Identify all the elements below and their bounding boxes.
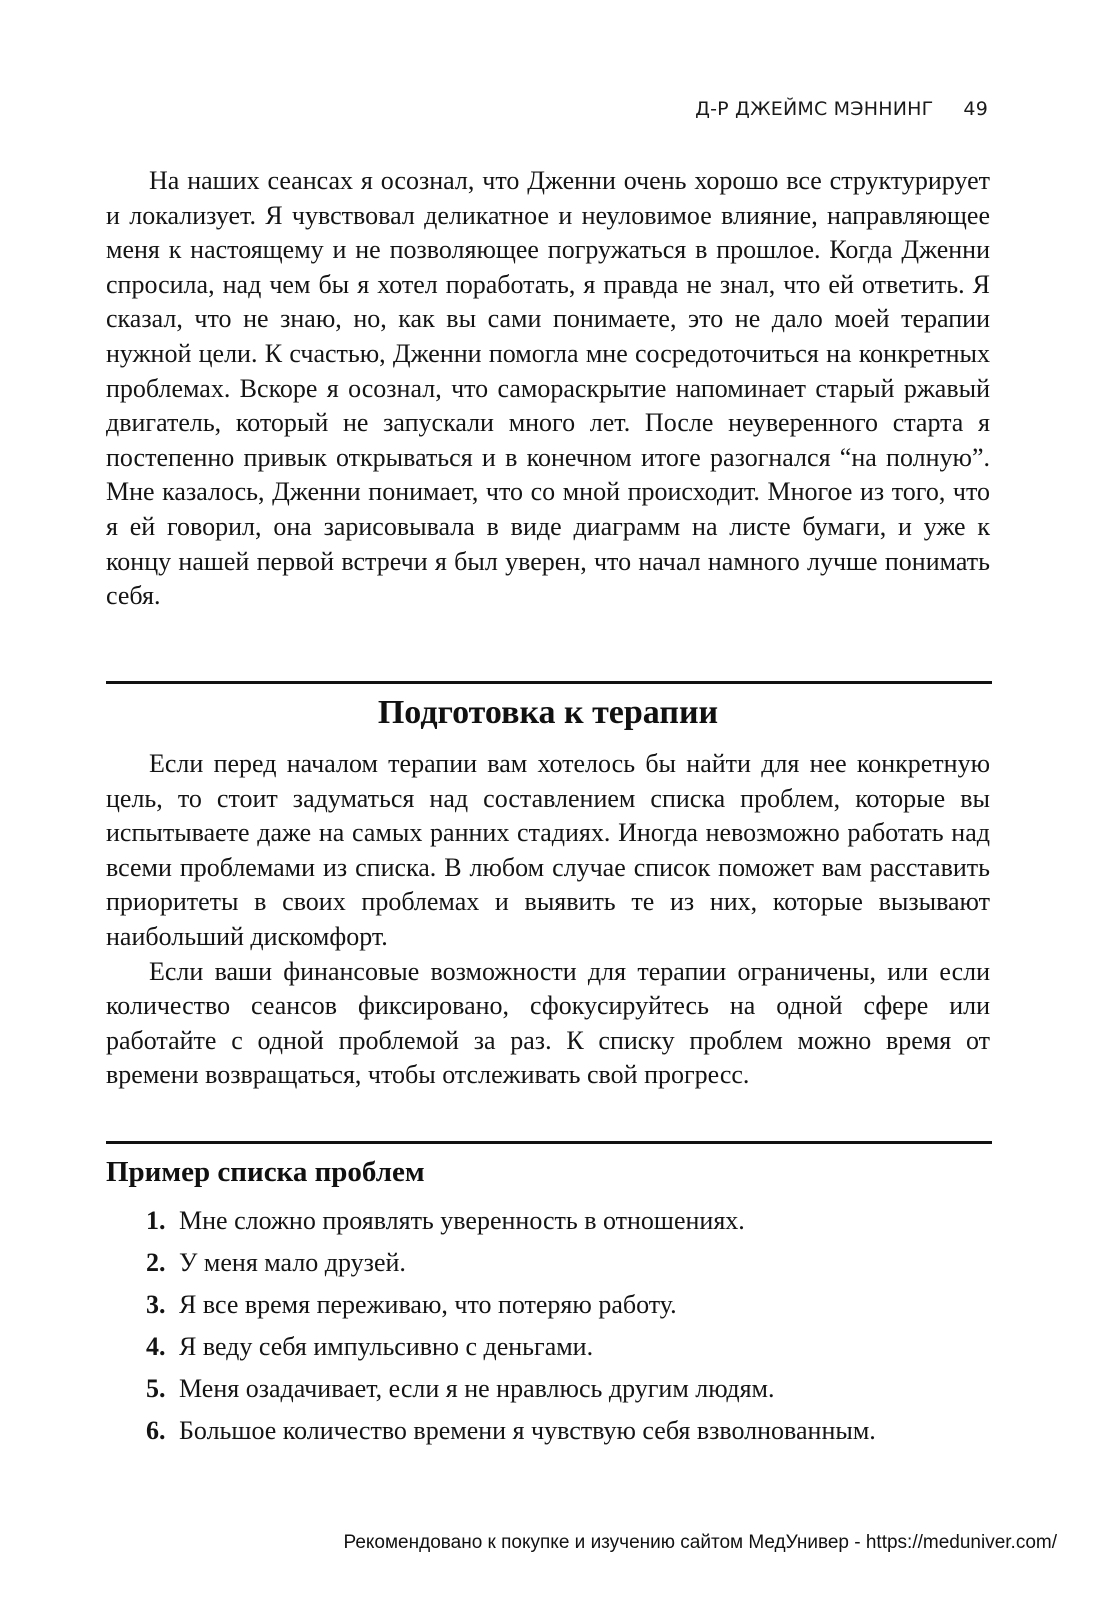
list-item <box>146 1242 876 1284</box>
section-paragraph-2: Если ваши финансовые возможности для терапии ограничены, или если количество сеансов фиксировано, сфокусируйтесь на одной сфере или работайте с одной проблемой за раз. К списку проблем можно время от времени возвращаться, чтобы отслеживать свой прогресс. <box>106 956 990 1090</box>
list-item-number: 1. <box>146 1206 166 1235</box>
example-list-heading: Пример списка проблем <box>106 1156 425 1188</box>
list-item-text: Меня озадачивает, если я не нравлюсь другим людям. <box>179 1374 775 1403</box>
list-item-number: 4. <box>146 1332 166 1361</box>
list-item-number: 6. <box>146 1416 166 1445</box>
list-item <box>146 1368 876 1410</box>
section-divider-bottom <box>106 1141 992 1144</box>
list-item-number: 2. <box>146 1248 166 1277</box>
list-item-text: Большое количество времени я чувствую себя взволнованным. <box>179 1416 876 1445</box>
intro-paragraph: На наших сеансах я осознал, что Дженни очень хорошо все структурирует и локализует. Я чувствовал деликатное и неуловимое влияние, направляющее меня к настоящему и не позволяющее погружаться в прошлое. Когда Дженни спросила, над чем бы я хотел поработать, я правда не знал, что ей ответить. Я сказал, что не знаю, но, как вы сами понимаете, это не дало моей терапии нужной цели. К счастью, Дженни помогла мне сосредоточиться на конкретных проблемах. Вскоре я осознал, что самораскрытие напоминает старый ржавый двигатель, который не запускали много лет. После неуверенного старта я постепенно привык открываться и в конечном итоге разогнался “на полную”. Мне казалось, Дженни понимает, что со мной происходит. Многое из того, что я ей говорил, она зарисовывала в виде диаграмм на листе бумаги, и уже к концу нашей первой встречи я был уверен, что начал намного лучше понимать себя. <box>106 166 990 611</box>
footer-recommendation: Рекомендовано к покупке и изучению сайтом МедУнивер - https://meduniver.com/ <box>343 1532 1057 1553</box>
list-item <box>146 1326 876 1368</box>
running-header <box>695 98 988 120</box>
problem-list <box>146 1200 876 1452</box>
section-heading: Подготовка к терапии <box>377 694 719 731</box>
list-item-text: У меня мало друзей. <box>179 1248 406 1277</box>
page-number: 49 <box>963 98 988 120</box>
list-item-text: Мне сложно проявлять уверенность в отношениях. <box>179 1206 745 1235</box>
section-text-block <box>106 747 990 1093</box>
list-item-text: Я веду себя импульсивно с деньгами. <box>179 1332 594 1361</box>
intro-text-block <box>106 164 990 614</box>
section-divider-top <box>106 681 992 684</box>
list-item <box>146 1284 876 1326</box>
list-item <box>146 1410 876 1452</box>
list-item-number: 5. <box>146 1374 166 1403</box>
list-item <box>146 1200 876 1242</box>
section-paragraph-1: Если перед началом терапии вам хотелось бы найти для нее конкретную цель, то стоит задуматься над составлением списка проблем, которые вы испытываете даже на самых ранних стадиях. Иногда невозможно работать над всеми проблемами из списка. В любом случае список поможет вам расставить приоритеты в своих проблемах и выявить те из них, которые вызывают наибольший дискомфорт. <box>106 749 990 951</box>
running-title: Д-Р ДЖЕЙМС МЭННИНГ <box>695 98 934 120</box>
list-item-number: 3. <box>146 1290 166 1319</box>
list-item-text: Я все время переживаю, что потеряю работу. <box>179 1290 677 1319</box>
